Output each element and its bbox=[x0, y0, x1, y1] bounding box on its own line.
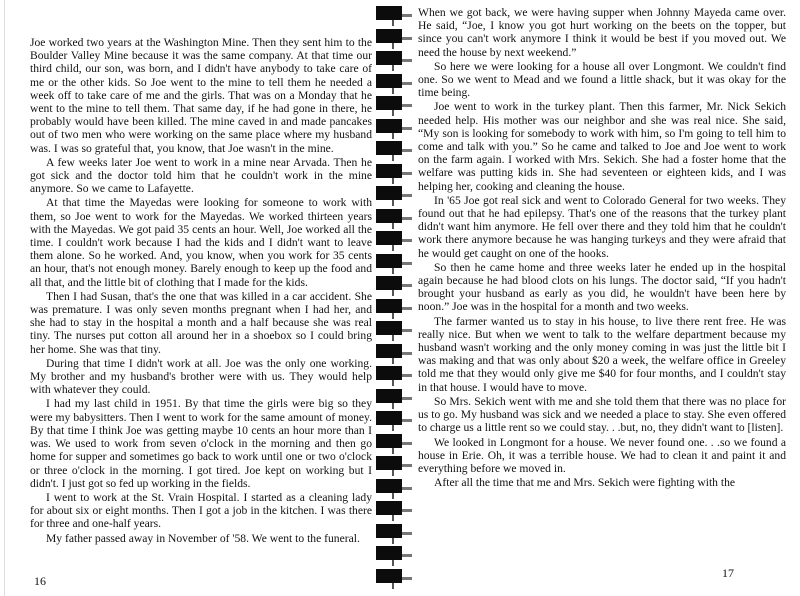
left-page-number: 16 bbox=[34, 574, 46, 588]
right-paragraph-1: When we got back, we were having supper when Johnny Mayeda came over. He said, “Joe, I know you got hurt working on the beets on the topper, but since you can't work anymore I think it would be best if you moved out. We need the house by next weekend.” bbox=[418, 6, 786, 59]
binding-ring bbox=[376, 209, 402, 223]
left-paragraph-1: Joe worked two years at the Washington Mine. Then they sent him to the Boulder Valley Mine because it was the same company. At that time our third child, our son, was born, and I didn't have anybody to take care of me or the other kids. So Joe went to the mine to tell them he needed a week off to take care of me and the girls. That was on a Monday that he went to the mine to tell them. That same day, if he had gone in there, he probably would have been killed. The mine caved in and made pancakes out of two men who were working on the same place where my husband was. I was so grateful that, you know, that Joe wasn't in the mine. bbox=[30, 36, 372, 155]
left-paragraph-5: During that time I didn't work at all. Joe was the only one working. My brother and my husband's brother were with us. They would help with whatever they could. bbox=[30, 356, 372, 397]
right-paragraph-8: We looked in Longmont for a house. We never found one. . .so we found a house in Erie. Oh, it was a terrible house. We had to clean it and paint it and everything before we moved in. bbox=[418, 435, 786, 475]
binding-ring bbox=[376, 366, 402, 380]
right-page bbox=[412, 0, 800, 596]
binding-ring bbox=[376, 74, 402, 88]
left-paragraph-4: Then I had Susan, that's the one that was killed in a car accident. She was premature. I was only seven months pregnant when I had her, and she had to stay in the hospital a month and a half because she was real tiny. The nurses put cotton all around her in a shoebox so I could bring her home. She was that tiny. bbox=[30, 289, 372, 356]
binding-ring bbox=[376, 479, 402, 493]
left-page bbox=[0, 0, 376, 596]
binding-ring bbox=[376, 569, 402, 583]
right-paragraph-5: So then he came home and three weeks later he ended up in the hospital again because he had blood clots on his lungs. The doctor said, “If you hadn't brought your husband as early as you did, he wouldn't have been here by noon.” Joe was in the hospital for a month and two weeks. bbox=[418, 260, 786, 314]
binding-ring bbox=[376, 119, 402, 133]
binding-ring bbox=[376, 231, 402, 245]
right-paragraph-9: After all the time that me and Mrs. Sekich were fighting with the bbox=[434, 476, 736, 490]
left-paragraph-2: A few weeks later Joe went to work in a mine near Arvada. Then he got sick and the doctor told him that he couldn't work in the mine anymore. So we came to Lafayette. bbox=[30, 155, 372, 196]
binding-ring bbox=[376, 29, 402, 43]
binding-ring bbox=[376, 299, 402, 313]
binding-ring bbox=[376, 434, 402, 448]
binding-ring bbox=[376, 186, 402, 200]
binding-ring bbox=[376, 164, 402, 178]
right-paragraph-2: So here we were looking for a house all over Longmont. We couldn't find one. So we went to Mead and we found a little shack, but it was okay for the time being. bbox=[418, 59, 786, 100]
binding-ring bbox=[376, 96, 402, 110]
right-page-number: 17 bbox=[722, 566, 734, 580]
binding-ring bbox=[376, 321, 402, 335]
binding-ring bbox=[376, 51, 402, 65]
binding-ring bbox=[376, 276, 402, 290]
right-paragraph-6: The farmer wanted us to stay in his house, to live there rent free. He was really nice. But when we went to talk to the welfare department because my husband wasn't working and the only money coming in was just the little bit I was making and that was only about $20 a week, the welfare office in Greeley told me that they would only give me $40 for four months, and I couldn't stay in that house. I would have to move. bbox=[418, 314, 786, 394]
binding-ring bbox=[376, 411, 402, 425]
binding-ring bbox=[376, 501, 402, 515]
binding-ring bbox=[376, 546, 402, 560]
left-paragraph-6: I had my last child in 1951. By that time the girls were big so they were my babysitters. Then I went to work for the same amount of money. By that time I think Joe was getting maybe 10 cents an hour more than I was. We used to work from seven o'clock in the morning and then go home for supper and sometimes go back to work until one or two o'clock or three o'clock in the morning. I got tired. Joe kept on working but I didn't. I just got so fed up working in the fields. bbox=[30, 397, 372, 490]
left-paragraph-3: At that time the Mayedas were looking for someone to work with them, so Joe went to work for the Mayedas. We worked thirteen years with the Mayedas. We got paid 35 cents an hour. Well, Joe worked all the time. I couldn't work because I had the kids and I didn't want to leave them alone. So he worked. And, you know, when you work for 35 cents an hour, that's not enough money. Barely enough to keep up the food and all that, and the little bit of clothing that I made for the kids. bbox=[30, 196, 372, 289]
binding-ring bbox=[376, 524, 402, 538]
binding-ring bbox=[376, 254, 402, 268]
binding-ring bbox=[376, 6, 402, 20]
left-paragraph-7: I went to work at the St. Vrain Hospital. I started as a cleaning lady for about six or eight months. Then I got a job in the kitchen. I was there for three and one-half years. bbox=[30, 490, 372, 531]
binding-ring bbox=[376, 141, 402, 155]
right-paragraph-3: Joe went to work in the turkey plant. Then this farmer, Mr. Nick Sekich needed help. His mother was our neighbor and she was real nice. She said, “My son is looking for somebody to work with him, so I'm going to tell him to come and talk with you.” So he came and talked to Joe and Joe went to work on the farm again. I worked with Mrs. Sekich. She had a foster home that the welfare was putting kids in. She had seventeen or eighteen kids, and I was helping her, cooking and cleaning the house. bbox=[418, 100, 786, 193]
binding-ring bbox=[376, 456, 402, 470]
right-paragraph-4: In '65 Joe got real sick and went to Colorado General for two weeks. They found out that he had epilepsy. That's one of the reasons that the turkey plant didn't want him anymore. He fell over there and they told him that he couldn't work there anymore because he was hanging turkeys and they were afraid that he would get caught on one of the hooks. bbox=[418, 193, 786, 260]
binding-ring bbox=[376, 344, 402, 358]
right-paragraph-7: So Mrs. Sekich went with me and she told them that there was no place for us to go. My husband was sick and we needed a place to stay. She even offered to charge us a little rent so we could stay. . .but, no, they didn't want to [listen]. bbox=[418, 394, 786, 435]
binding-ring bbox=[376, 389, 402, 403]
left-paragraph-8: My father passed away in November of '58. We went to the funeral. bbox=[46, 531, 360, 545]
spiral-binding bbox=[376, 0, 412, 596]
